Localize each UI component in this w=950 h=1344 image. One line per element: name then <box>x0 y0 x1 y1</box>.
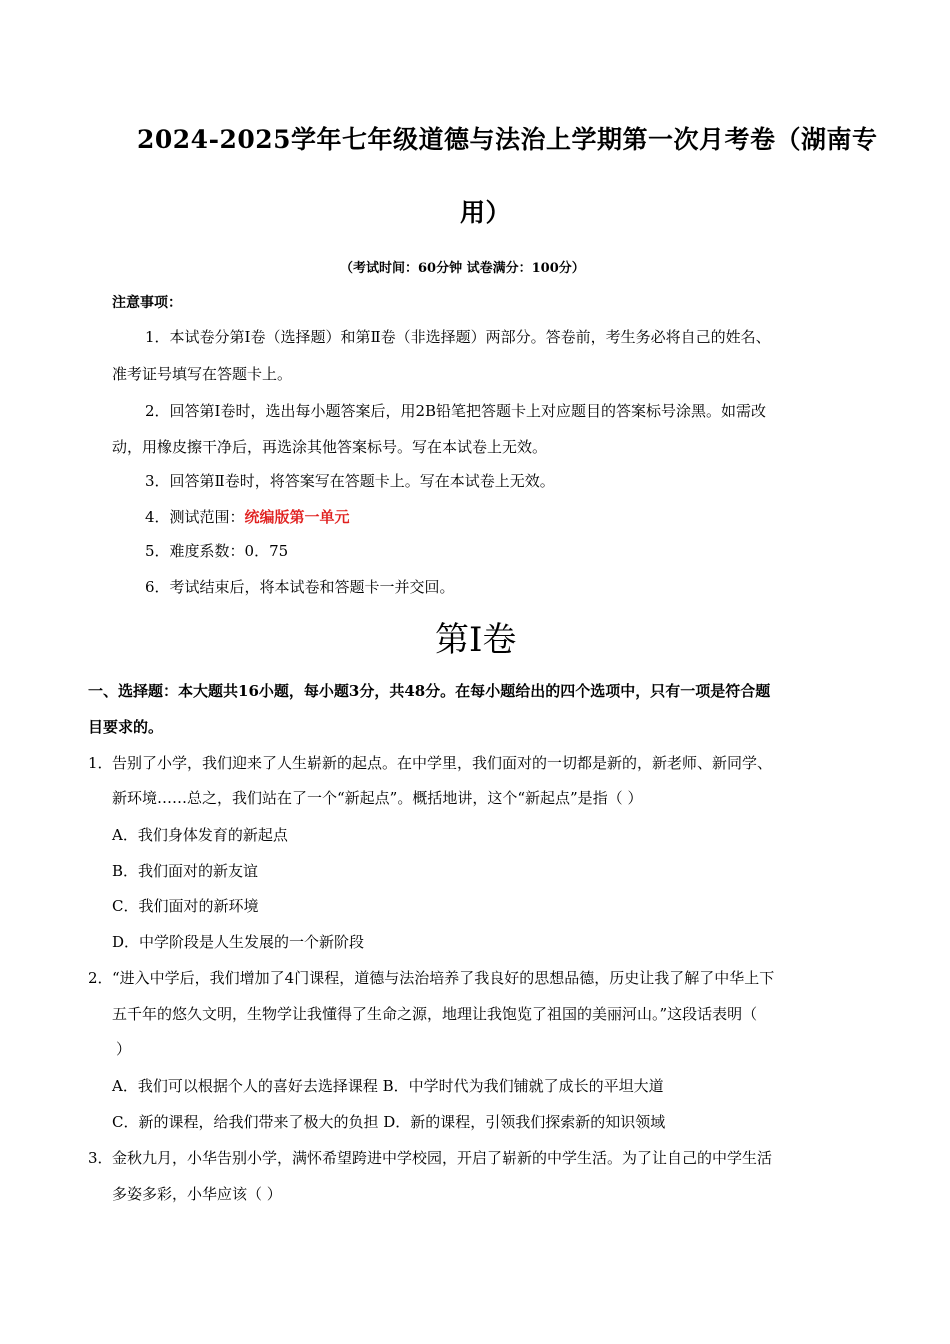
q2-options-ab: A．我们可以根据个人的喜好去选择课程 B．中学时代为我们铺就了成长的平坦大道 <box>112 1077 664 1095</box>
test-scope: 统编版第一单元 <box>244 508 350 526</box>
part1-heading-cont: 目要求的。 <box>88 718 164 736</box>
notice-item-4 <box>145 506 350 527</box>
q3-stem-cont: 多姿多彩，小华应该（ ） <box>112 1185 282 1203</box>
notice-item-2-cont: 动，用橡皮擦干净后，再选涂其他答案标号。写在本试卷上无效。 <box>112 438 548 456</box>
q1-number: 1． <box>88 754 113 772</box>
section-title: 第Ⅰ卷 <box>435 620 517 660</box>
notice-item-6: 6．考试结束后，将本试卷和答题卡一并交回。 <box>145 578 455 596</box>
q3-stem: 金秋九月，小华告别小学，满怀希望跨进中学校园，开启了崭新的中学生活。为了让自己的中学生活 <box>112 1149 773 1167</box>
q2-number: 2． <box>88 969 113 987</box>
q2-stem: “进入中学后，我们增加了4门课程，道德与法治培养了我良好的思想品德，历史让我了解了中华上下 <box>112 969 775 987</box>
exam-title-line2: 用） <box>460 198 512 227</box>
q3-number: 3． <box>88 1149 113 1167</box>
q2-stem-cont: 五千年的悠久文明，生物学让我懂得了生命之源，地理让我饱览了祖国的美丽河山。”这段话表明（ <box>112 1005 758 1023</box>
notice-item-3: 3．回答第Ⅱ卷时，将答案写在答题卡上。写在本试卷上无效。 <box>145 472 555 490</box>
exam-title-line1: 2024-2025学年七年级道德与法治上学期第一次月考卷（湖南专 <box>137 125 878 154</box>
notice-item-1: 1．本试卷分第Ⅰ卷（选择题）和第Ⅱ卷（非选择题）两部分。答卷前，考生务必将自己的姓名、 <box>145 328 771 346</box>
exam-meta: （考试时间：60分钟 试卷满分：100分） <box>340 261 585 276</box>
q1-stem: 告别了小学，我们迎来了人生崭新的起点。在中学里，我们面对的一切都是新的，新老师、新同学、 <box>112 754 773 772</box>
q2-options-cd: C．新的课程，给我们带来了极大的负担 D．新的课程，引领我们探索新的知识领域 <box>112 1113 666 1131</box>
q1-option-d: D．中学阶段是人生发展的一个新阶段 <box>112 933 365 951</box>
part1-heading: 一、选择题：本大题共16小题，每小题3分，共48分。在每小题给出的四个选项中，只有一项是符合题 <box>88 682 771 700</box>
q1-option-b: B．我们面对的新友谊 <box>112 862 259 880</box>
q1-stem-cont: 新环境……总之，我们站在了一个“新起点”。概括地讲，这个“新起点”是指（ ） <box>112 789 643 807</box>
q1-option-c: C．我们面对的新环境 <box>112 897 259 915</box>
q1-option-a: A．我们身体发育的新起点 <box>112 826 288 844</box>
notice-heading: 注意事项： <box>112 295 182 311</box>
notice-item-5: 5．难度系数：0．75 <box>145 542 289 560</box>
notice-item-2: 2．回答第Ⅰ卷时，选出每小题答案后，用2B铅笔把答题卡上对应题目的答案标号涂黑。如需改 <box>145 402 767 420</box>
notice-item-4-label: 4．测试范围： <box>145 508 245 526</box>
q2-stem-end: ） <box>116 1040 132 1058</box>
notice-item-1-cont: 准考证号填写在答题卡上。 <box>112 365 293 383</box>
